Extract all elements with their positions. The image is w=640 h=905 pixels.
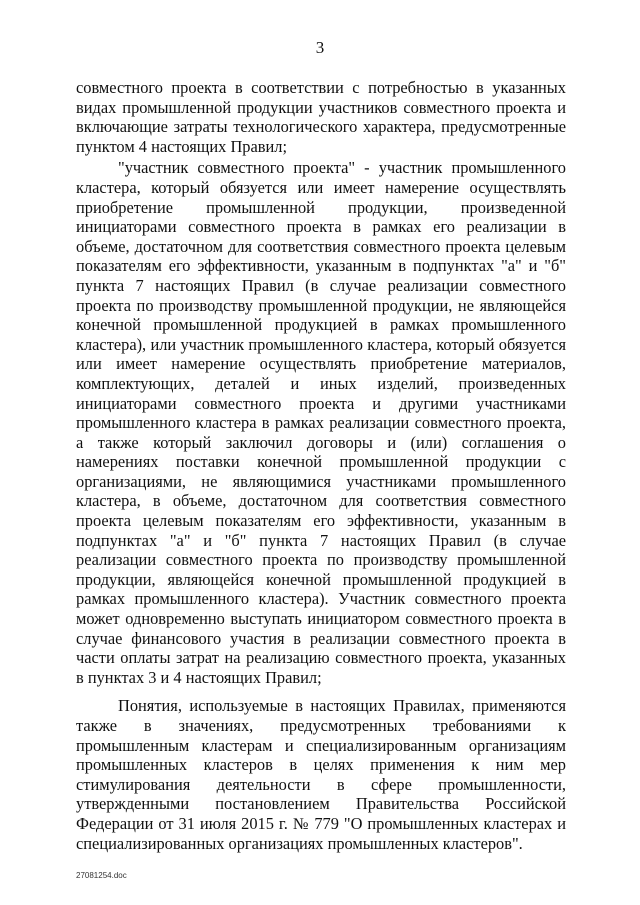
paragraph-continuation: совместного проекта в соответствии с потребностью в указанных видах промышленной продукции участников совместного проекта и включающие затраты технологического характера, предусмотренные пунктом 4 настоящих Правил; xyxy=(76,78,566,156)
paragraph-definition-participant: "участник совместного проекта" - участник промышленного кластера, который обязуется или имеет намерение осуществлять приобретение промышленной продукции, произведенной инициаторами совместного проекта в рамках его реализации в объеме, достаточном для соответствия совместного проекта целевым показателям его эффективности, указанным в подпунктах "а" и "б" пункта 7 настоящих Правил (в случае реализации совместного проекта по производству промышленной продукции, не являющейся конечной промышленной продукцией в рамках промышленного кластера), или участник промышленного кластера, который обязуется или имеет намерение осуществлять приобретение материалов, комплектующих, деталей и иных изделий, произведенных инициаторами совместного проекта и другими участниками промышленного кластера в рамках реализации совместного проекта, а также который заключил договоры и (или) соглашения о намерениях поставки конечной промышленной продукции с организациями, не являющимися участниками промышленного кластера, в объеме, достаточном для соответствия совместного проекта целевым показателям его эффективности, указанным в подпунктах "а" и "б" пункта 7 настоящих Правил (в случае реализации совместного проекта по производству промышленной продукции, являющейся конечной промышленной продукцией в рамках промышленного кластера). Участник совместного проекта может одновременно выступать инициатором совместного проекта в случае финансового участия в реализации совместного проекта в части оплаты затрат на реализацию совместного проекта, указанных в пунктах 3 и 4 настоящих Правил; xyxy=(76,158,566,687)
page-number: 3 xyxy=(315,38,325,57)
paragraph-concepts: Понятия, используемые в настоящих Правилах, применяются также в значениях, предусмотренных требованиями к промышленным кластерам и специализированным организациям промышленных кластеров в целях применения к ним мер стимулирования деятельности в сфере промышленности, утвержденными постановлением Правительства Российской Федерации от 31 июля 2015 г. № 779 "О промышленных кластерах и специализированных организациях промышленных кластеров". xyxy=(76,696,566,853)
document-body xyxy=(76,78,566,853)
footer-file-name: 27081254.doc xyxy=(76,871,127,880)
